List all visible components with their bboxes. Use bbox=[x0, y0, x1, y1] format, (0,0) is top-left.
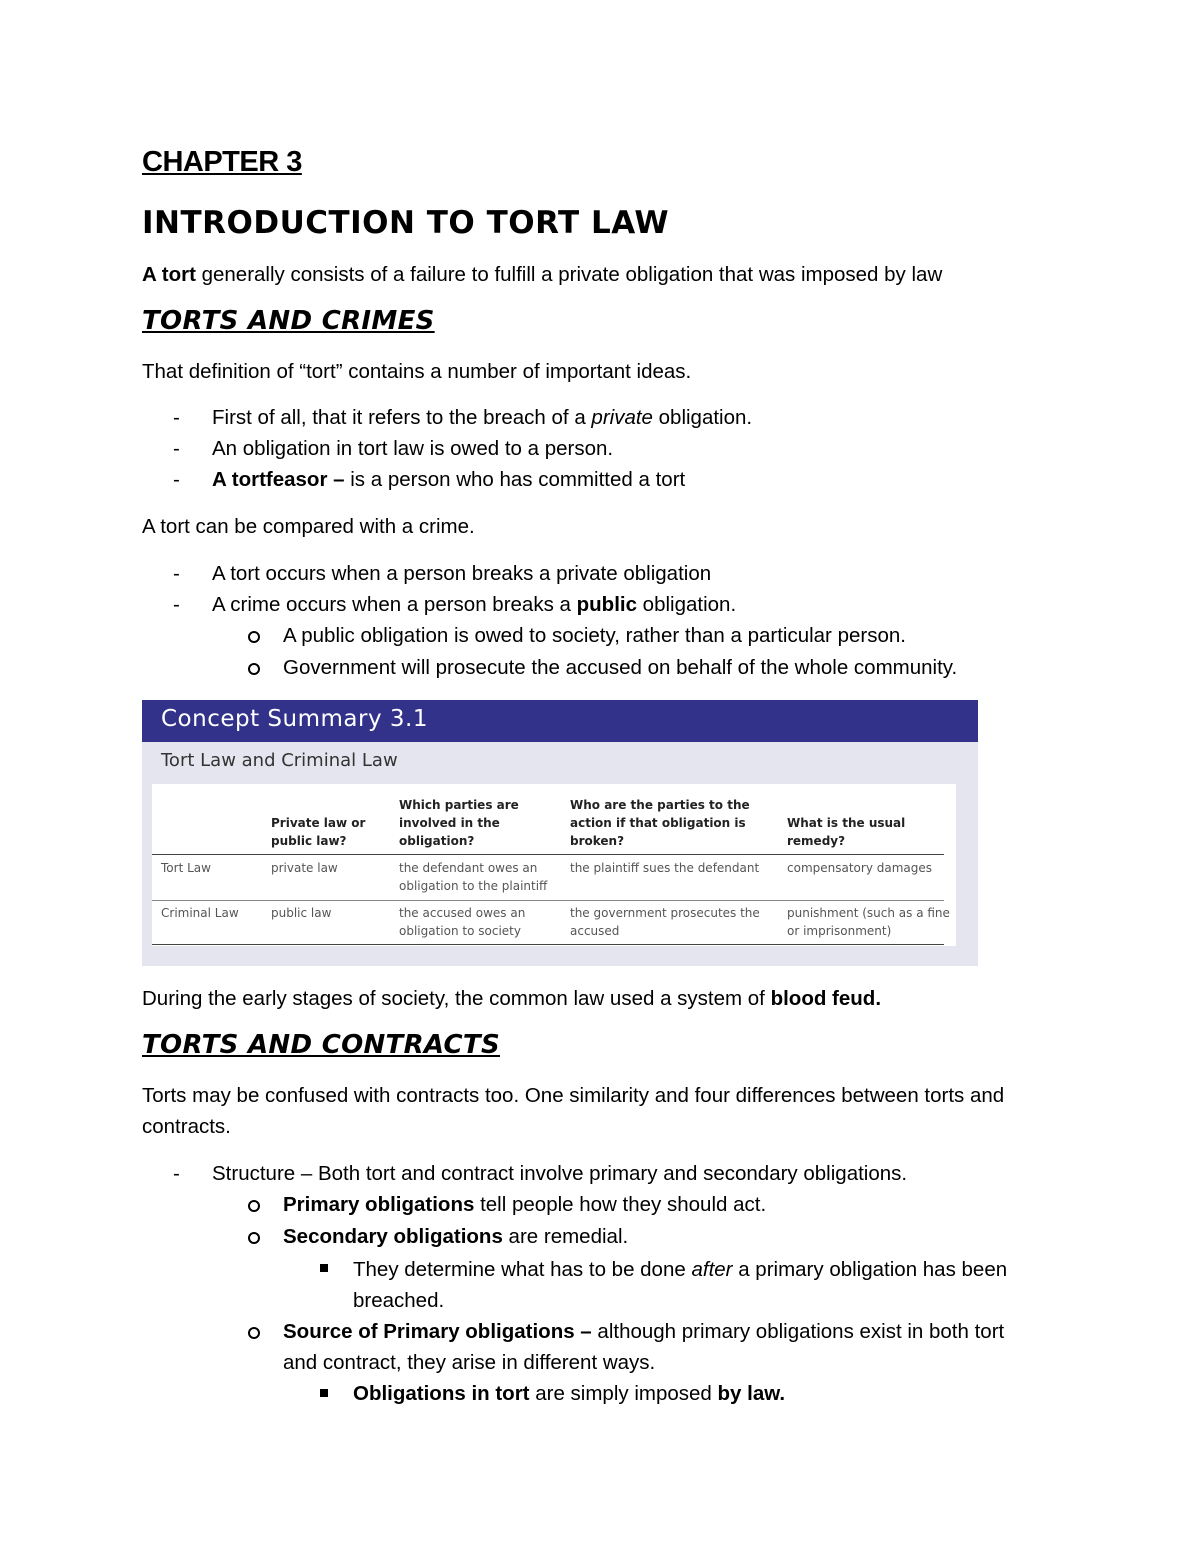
bullet-dash: - bbox=[173, 437, 180, 460]
section-heading-torts-contracts: TORTS AND CONTRACTS bbox=[142, 1030, 500, 1060]
sub-list-item: Secondary obligations are remedial. bbox=[283, 1225, 629, 1248]
square-bullet-icon bbox=[320, 1389, 328, 1397]
circle-bullet-icon bbox=[248, 663, 260, 675]
chapter-label: CHAPTER 3 bbox=[142, 146, 302, 178]
concept-summary-subtitle: Tort Law and Criminal Law bbox=[161, 750, 398, 771]
table-rule bbox=[152, 944, 944, 945]
section-heading-torts-crimes: TORTS AND CRIMES bbox=[142, 306, 435, 336]
row-label: Criminal Law bbox=[161, 906, 239, 920]
sub-list-item: Primary obligations tell people how they should act. bbox=[283, 1193, 767, 1216]
sub-sub-list-item: Obligations in tort are simply imposed by law. bbox=[353, 1382, 786, 1405]
table-cell: the plaintiff sues the defendant bbox=[570, 861, 760, 875]
table-rule bbox=[152, 854, 944, 855]
table-cell: private law bbox=[271, 861, 338, 875]
table-cell: compensatory damages bbox=[787, 861, 933, 875]
sub-sub-list-item-continuation: breached. bbox=[353, 1289, 445, 1312]
page-title: INTRODUCTION TO TORT LAW bbox=[142, 205, 670, 241]
sub-list-item: A public obligation is owed to society, rather than a particular person. bbox=[283, 624, 906, 647]
column-header: What is the usual remedy? bbox=[787, 816, 906, 848]
circle-bullet-icon bbox=[248, 631, 260, 643]
bullet-dash: - bbox=[173, 593, 180, 616]
row-label: Tort Law bbox=[161, 861, 211, 875]
bullet-dash: - bbox=[173, 406, 180, 429]
table-cell: the government prosecutes the accused bbox=[570, 906, 760, 938]
circle-bullet-icon bbox=[248, 1232, 260, 1244]
comparison-table bbox=[152, 784, 956, 946]
circle-bullet-icon bbox=[248, 1200, 260, 1212]
column-header: Private law or public law? bbox=[271, 816, 366, 848]
table-cell: punishment (such as a fine or imprisonment) bbox=[787, 906, 950, 938]
concept-summary-figure bbox=[142, 700, 978, 966]
bullet-dash: - bbox=[173, 468, 180, 491]
feud-paragraph: During the early stages of society, the common law used a system of blood feud. bbox=[142, 987, 882, 1010]
table-cell: the accused owes an obligation to society bbox=[399, 906, 526, 938]
list-item: A tort occurs when a person breaks a private obligation bbox=[212, 562, 712, 585]
bullet-dash: - bbox=[173, 562, 180, 585]
sub-list-item: Government will prosecute the accused on behalf of the whole community. bbox=[283, 656, 958, 679]
bullet-dash: - bbox=[173, 1162, 180, 1185]
list-item: Structure – Both tort and contract involve primary and secondary obligations. bbox=[212, 1162, 908, 1185]
square-bullet-icon bbox=[320, 1264, 328, 1272]
section1-paragraph: That definition of “tort” contains a number of important ideas. bbox=[142, 360, 692, 383]
intro-paragraph: A tort generally consists of a failure to fulfill a private obligation that was imposed by law bbox=[142, 263, 943, 286]
table-cell: public law bbox=[271, 906, 332, 920]
section2-paragraph-line1: Torts may be confused with contracts too. One similarity and four differences between torts and bbox=[142, 1084, 1005, 1107]
list-item: A tortfeasor – is a person who has committed a tort bbox=[212, 468, 686, 491]
concept-summary-header: Concept Summary 3.1 bbox=[142, 700, 978, 742]
circle-bullet-icon bbox=[248, 1327, 260, 1339]
list-item: An obligation in tort law is owed to a person. bbox=[212, 437, 614, 460]
table-cell: the defendant owes an obligation to the plaintiff bbox=[399, 861, 548, 893]
list-item: First of all, that it refers to the breach of a private obligation. bbox=[212, 406, 753, 429]
sub-list-item-continuation: and contract, they arise in different ways. bbox=[283, 1351, 656, 1374]
list-item: A crime occurs when a person breaks a public obligation. bbox=[212, 593, 737, 616]
sub-list-item: Source of Primary obligations – although primary obligations exist in both tort bbox=[283, 1320, 1005, 1343]
column-header: Who are the parties to the action if that obligation is broken? bbox=[570, 798, 750, 848]
sub-sub-list-item: They determine what has to be done after a primary obligation has been bbox=[353, 1258, 1008, 1281]
section2-paragraph-line2: contracts. bbox=[142, 1115, 231, 1138]
section1-paragraph-2: A tort can be compared with a crime. bbox=[142, 515, 475, 538]
column-header: Which parties are involved in the obligation? bbox=[399, 798, 519, 848]
table-rule bbox=[152, 900, 944, 901]
